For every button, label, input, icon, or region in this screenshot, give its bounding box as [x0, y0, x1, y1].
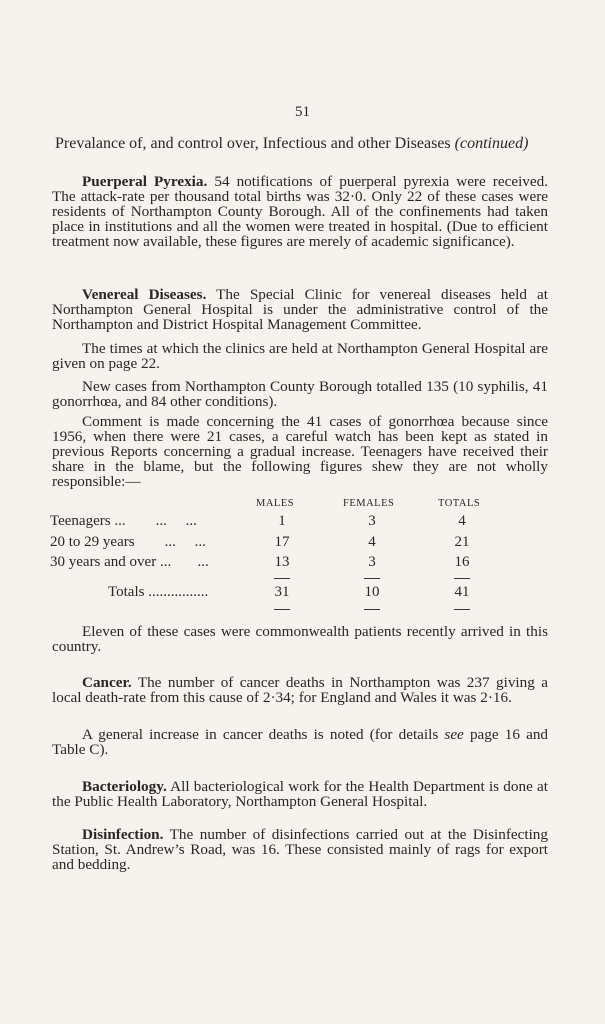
commonwealth-paragraph: Eleven of these cases were commonwealth patients recently arrived in this country. — [52, 623, 548, 655]
cell-totals: 16 — [454, 554, 470, 570]
cell-males: 17 — [274, 534, 290, 550]
rule-above-males — [274, 578, 290, 579]
cell-totals: 21 — [454, 534, 470, 550]
cancer-para2-pre: A general increase in cancer deaths is noted (for details — [82, 726, 439, 743]
col-header-females: FEMALES — [343, 498, 395, 509]
rule-above-totals — [454, 578, 470, 579]
row-label: 20 to 29 years ... ... — [50, 534, 206, 550]
disinfection-paragraph — [52, 827, 548, 872]
cell-males: 1 — [278, 513, 286, 529]
total-totals: 41 — [454, 584, 470, 600]
venereal-paragraph-2: The times at which the clinics are held at Northampton General Hospital are given on page 22. — [52, 340, 548, 372]
cancer-paragraph-2 — [52, 727, 548, 757]
cell-males: 13 — [274, 554, 290, 570]
table-row — [50, 514, 550, 534]
total-females: 10 — [364, 584, 380, 600]
venereal-title: Venereal Diseases. — [82, 286, 207, 303]
puerperal-paragraph — [52, 174, 548, 249]
cancer-paragraph — [52, 675, 548, 705]
venereal-paragraph-4: Comment is made concerning the 41 cases of gonorrhœa because since 1956, when there were 21 cases, a careful watch has been kept as stated in previous Reports concerning a gradual increase. Teenagers have received their share in the blame, but the following figures shew they are not wholly responsible:— — [52, 413, 548, 490]
page-number: 51 — [295, 104, 310, 120]
rule-below-males — [274, 609, 290, 610]
rule-above-females — [364, 578, 380, 579]
col-header-males: MALES — [256, 498, 295, 509]
puerperal-title: Puerperal Pyrexia. — [82, 173, 208, 190]
cell-females: 3 — [368, 554, 376, 570]
cell-totals: 4 — [458, 513, 466, 529]
bacteriology-paragraph — [52, 779, 548, 809]
row-label: Teenagers ... ... ... — [50, 513, 197, 529]
venereal-paragraph-3: New cases from Northampton County Borough totalled 135 (10 syphilis, 41 gonorrhœa, and 84 other conditions). — [52, 378, 548, 410]
rule-below-females — [364, 609, 380, 610]
gonorrhoea-table — [50, 496, 550, 621]
table-row — [50, 535, 550, 555]
venereal-paragraph — [52, 287, 548, 332]
cancer-para2-post: page 16 and Table C). — [52, 726, 549, 758]
cell-females: 3 — [368, 513, 376, 529]
row-label: 30 years and over ... ... — [50, 554, 209, 570]
table-row — [50, 555, 550, 575]
disinfection-body: The number of disinfections carried out at the Disinfecting Station, St. Andrew’s Road, was 16. These consisted mainly of rags for export and bedding. — [52, 826, 548, 873]
total-males: 31 — [274, 584, 290, 600]
disinfection-title: Disinfection. — [82, 826, 164, 843]
venereal-body: The Special Clinic for venereal diseases held at Northampton General Hospital is under the administrative control of the Northampton and District Hospital Management Committee. — [52, 286, 548, 333]
col-header-totals: TOTALS — [438, 498, 481, 509]
bacteriology-title: Bacteriology. — [82, 778, 167, 795]
table-total-row — [50, 585, 550, 605]
cancer-title: Cancer. — [82, 674, 132, 691]
cancer-para2-see: see — [444, 726, 464, 743]
section-heading — [55, 136, 555, 151]
heading-continued: (continued) — [454, 135, 529, 152]
bacteriology-body: All bacteriological work for the Health Department is done at the Public Health Laboratory, Northampton General Hospital. — [52, 778, 549, 810]
total-label: Totals ................ — [108, 584, 209, 600]
puerperal-body: 54 notifications of puerperal pyrexia were received. The attack-rate per thousand total births was 32·0. Only 22 of these cases were residents of Northampton County Borough. All of the confinements had taken place in institutions and all the women were treated in hospital. (Due to efficient treatment now available, these figures are merely of academic significance). — [52, 173, 549, 250]
heading-text: Prevalance of, and control over, Infectious and other Diseases — [55, 135, 451, 152]
rule-below-totals — [454, 609, 470, 610]
cell-females: 4 — [368, 534, 376, 550]
cancer-body: The number of cancer deaths in Northampton was 237 giving a local death-rate from this cause of 2·34; for England and Wales it was 2·16. — [52, 674, 549, 706]
